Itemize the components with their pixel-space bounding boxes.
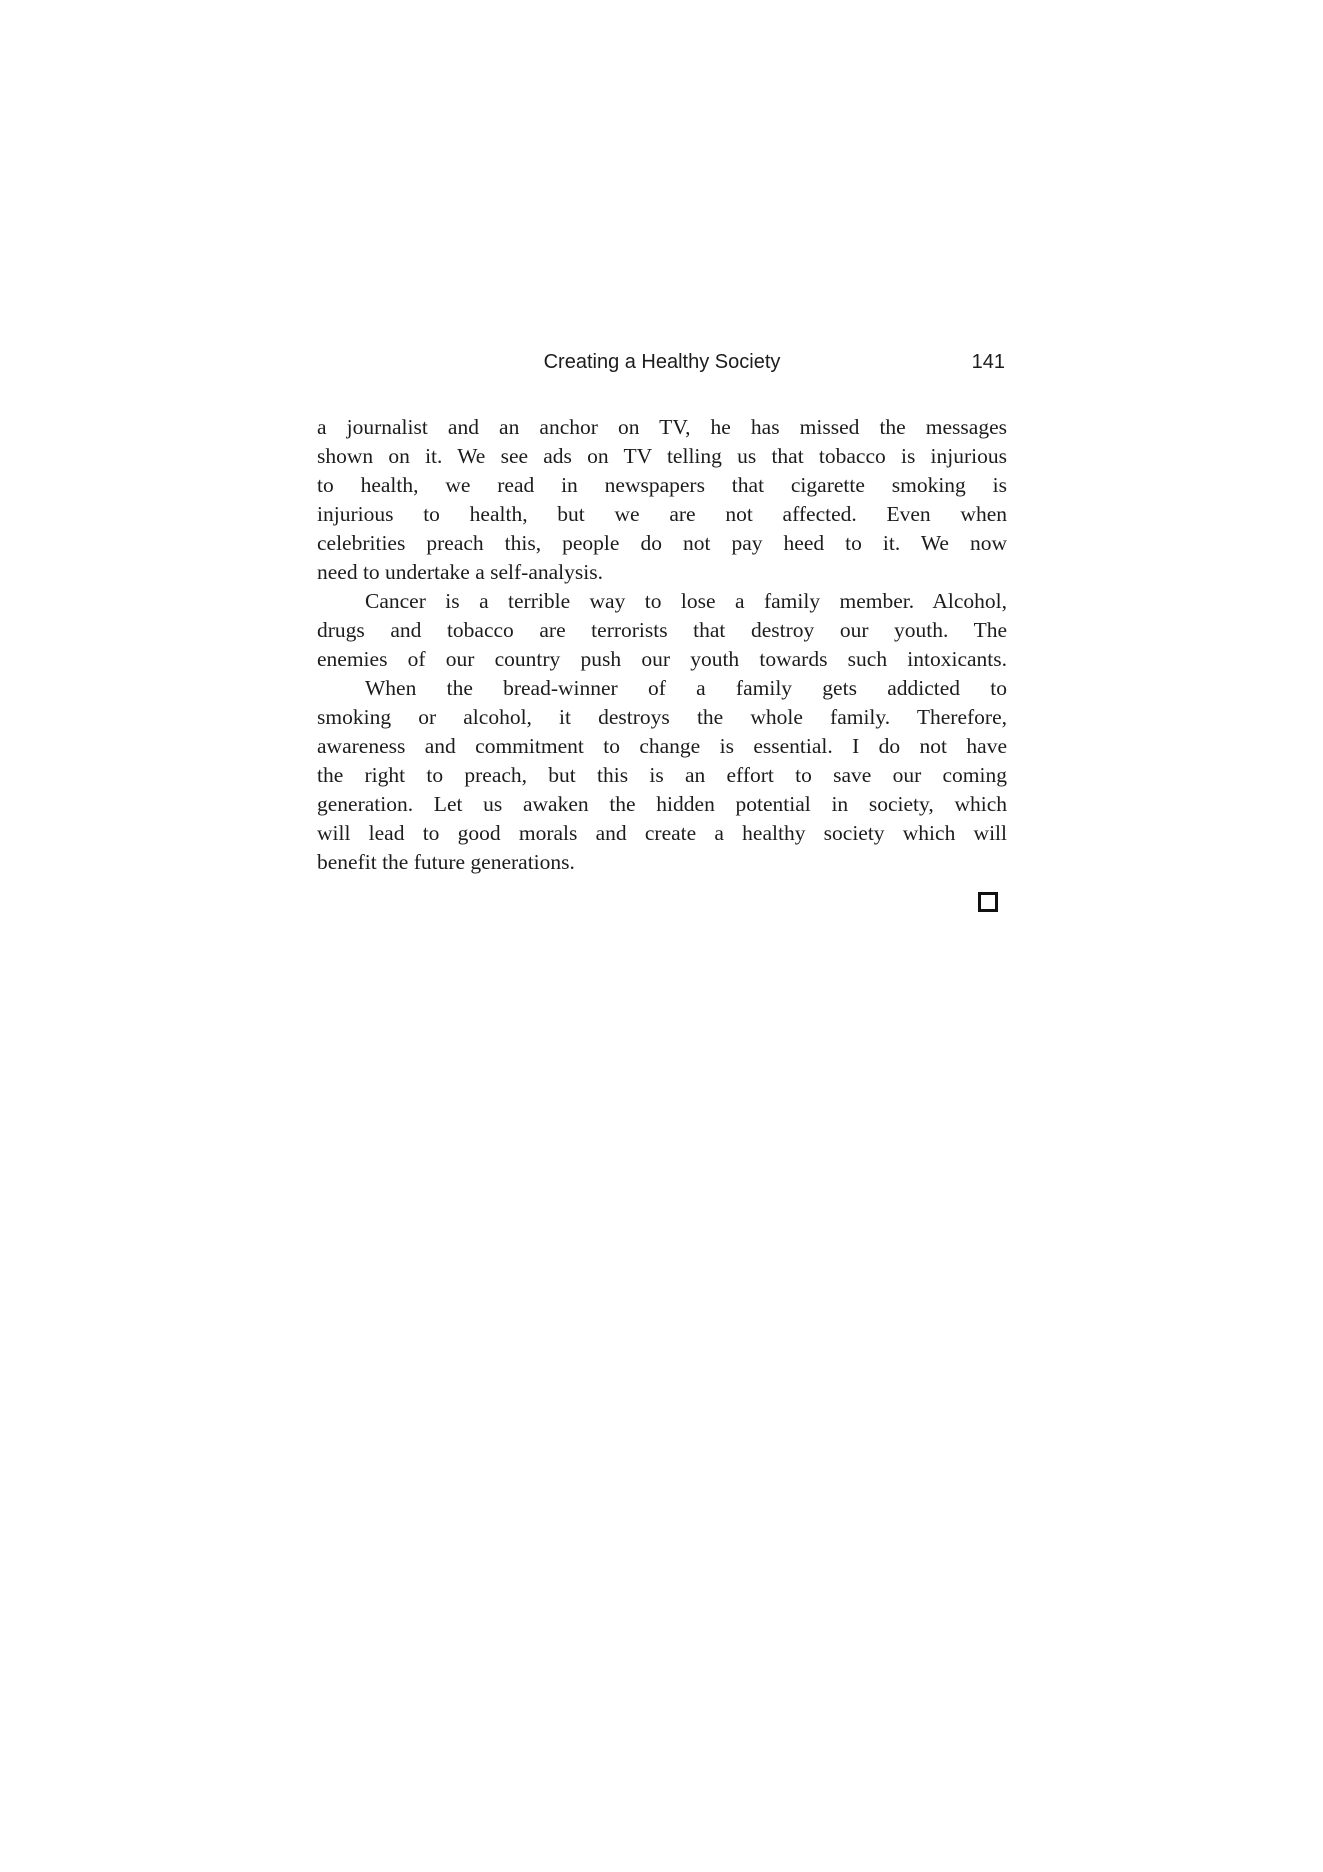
text-line: enemies of our country push our youth towards such intoxicants. <box>317 647 1007 671</box>
paragraph-3 <box>317 674 1007 877</box>
running-header <box>317 350 1007 374</box>
text-line: a journalist and an anchor on TV, he has missed the messages <box>317 415 1007 439</box>
body-text <box>317 413 1007 912</box>
page-content <box>317 350 1007 912</box>
paragraph-2 <box>317 587 1007 674</box>
text-line: to health, we read in newspapers that cigarette smoking is <box>317 473 1007 497</box>
text-line: the right to preach, but this is an effort to save our coming <box>317 763 1007 787</box>
end-of-article-square-icon <box>978 892 998 912</box>
text-line: shown on it. We see ads on TV telling us that tobacco is injurious <box>317 444 1007 468</box>
text-line: smoking or alcohol, it destroys the whole family. Therefore, <box>317 705 1007 729</box>
text-line: need to undertake a self-analysis. <box>317 560 603 584</box>
paragraph-1 <box>317 413 1007 587</box>
end-marker-row <box>317 892 1007 912</box>
text-line: Cancer is a terrible way to lose a family member. Alcohol, <box>365 589 1007 613</box>
text-line: benefit the future generations. <box>317 850 575 874</box>
text-line: injurious to health, but we are not affected. Even when <box>317 502 1007 526</box>
text-line: drugs and tobacco are terrorists that destroy our youth. The <box>317 618 1007 642</box>
text-line: When the bread-winner of a family gets addicted to <box>365 676 1007 700</box>
text-line: celebrities preach this, people do not pay heed to it. We now <box>317 531 1007 555</box>
text-line: generation. Let us awaken the hidden potential in society, which <box>317 792 1007 816</box>
text-line: awareness and commitment to change is essential. I do not have <box>317 734 1007 758</box>
page-number: 141 <box>971 351 1005 373</box>
text-line: will lead to good morals and create a healthy society which will <box>317 821 1007 845</box>
running-header-title: Creating a Healthy Society <box>543 351 781 373</box>
